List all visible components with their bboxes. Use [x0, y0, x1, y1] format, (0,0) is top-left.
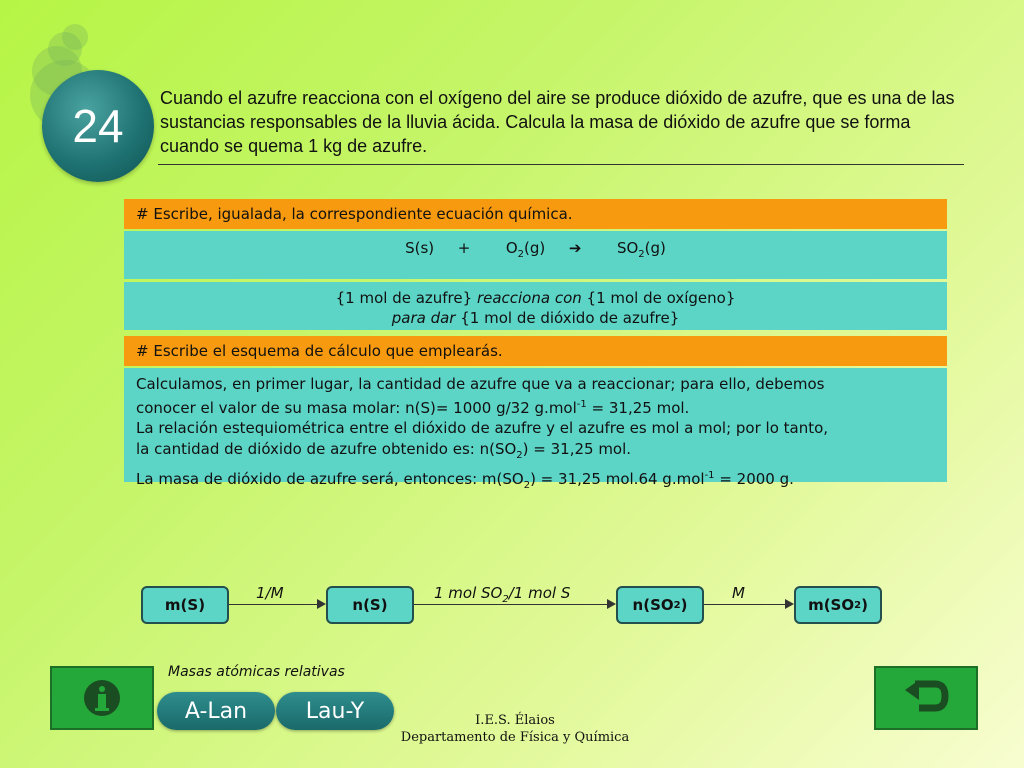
masas-atomicas-label: Masas atómicas relativas	[168, 664, 345, 680]
reaction-arrow-icon: ➔	[568, 239, 582, 257]
info-button[interactable]	[50, 666, 154, 730]
problem-number: 24	[72, 100, 124, 152]
info-icon	[82, 678, 122, 718]
chemical-equation	[124, 231, 947, 260]
section2-header: # Escribe el esquema de cálculo que emplearás.	[124, 336, 947, 366]
stoichiometry-box	[124, 282, 947, 330]
stoichiometry-line2: para dar {1 mol de dióxido de azufre}	[391, 309, 680, 327]
calc-line5: La masa de dióxido de azufre será, entonces: $m(SO_2) = 31,25$ mol.64 g.mol$^{-1}$ = 2000 g.	[136, 470, 794, 491]
flow-label-2: 1 mol $SO_2/1$ mol S	[434, 584, 571, 605]
return-arrow-icon	[901, 678, 951, 718]
problem-number-badge	[42, 70, 154, 182]
school-name: I.E.S. Élaios	[475, 713, 555, 728]
reactant-sulfur: S(s)	[405, 239, 435, 257]
department-name: Departamento de Física y Química	[400, 730, 630, 745]
flow-box-moles-so2: n(SO 2 )	[616, 586, 704, 624]
lau-y-button[interactable]: Lau-Y	[276, 692, 394, 730]
footer-credits	[380, 712, 650, 746]
calc-line3: La relación estequiométrica entre el dióxido de azufre y el azufre es mol a mol; por lo tanto,	[136, 419, 829, 437]
plus-sign: +	[457, 239, 471, 257]
stoichiometry-line1: {1 mol de azufre} reacciona con {1 mol de oxígeno}	[335, 289, 736, 307]
flow-arrow-3	[704, 604, 792, 605]
problem-question: Cuando el azufre reacciona con el oxígeno del aire se produce dióxido de azufre, que es una de las sustancias responsables de la lluvia ácida. Calcula la masa de dióxido de azufre que se forma cuando se quema 1 kg de azufre.	[160, 88, 955, 156]
flow-box-mass-so2: m(SO 2 )	[794, 586, 882, 624]
product-so2: $SO_2(g)$	[616, 239, 666, 260]
a-lan-button[interactable]: A-Lan	[157, 692, 275, 730]
calc-line4: la cantidad de dióxido de azufre obtenido es: $n(SO_2) = 31,25$ mol.	[136, 439, 632, 461]
flow-label-3: M	[732, 584, 745, 602]
flow-arrow-1	[229, 604, 324, 605]
calculation-box	[124, 368, 947, 491]
title-divider	[158, 164, 964, 165]
calc-line2: conocer el valor de su masa molar: n(S)= 1000 g/32 g.mol$^{-1}$ = 31,25 mol.	[136, 398, 690, 417]
flow-box-moles-s: n(S)	[326, 586, 414, 624]
flow-box-mass-s: m(S)	[141, 586, 229, 624]
section1-header: # Escribe, igualada, la correspondiente ecuación química.	[124, 199, 947, 229]
flow-label-1: 1/M	[256, 584, 284, 602]
calc-line1: Calculamos, en primer lugar, la cantidad de azufre que va a reaccionar; para ello, debemos	[136, 375, 825, 393]
back-button[interactable]	[874, 666, 978, 730]
reactant-oxygen: $O_2(g)$	[505, 239, 546, 260]
equation-box	[124, 231, 947, 279]
